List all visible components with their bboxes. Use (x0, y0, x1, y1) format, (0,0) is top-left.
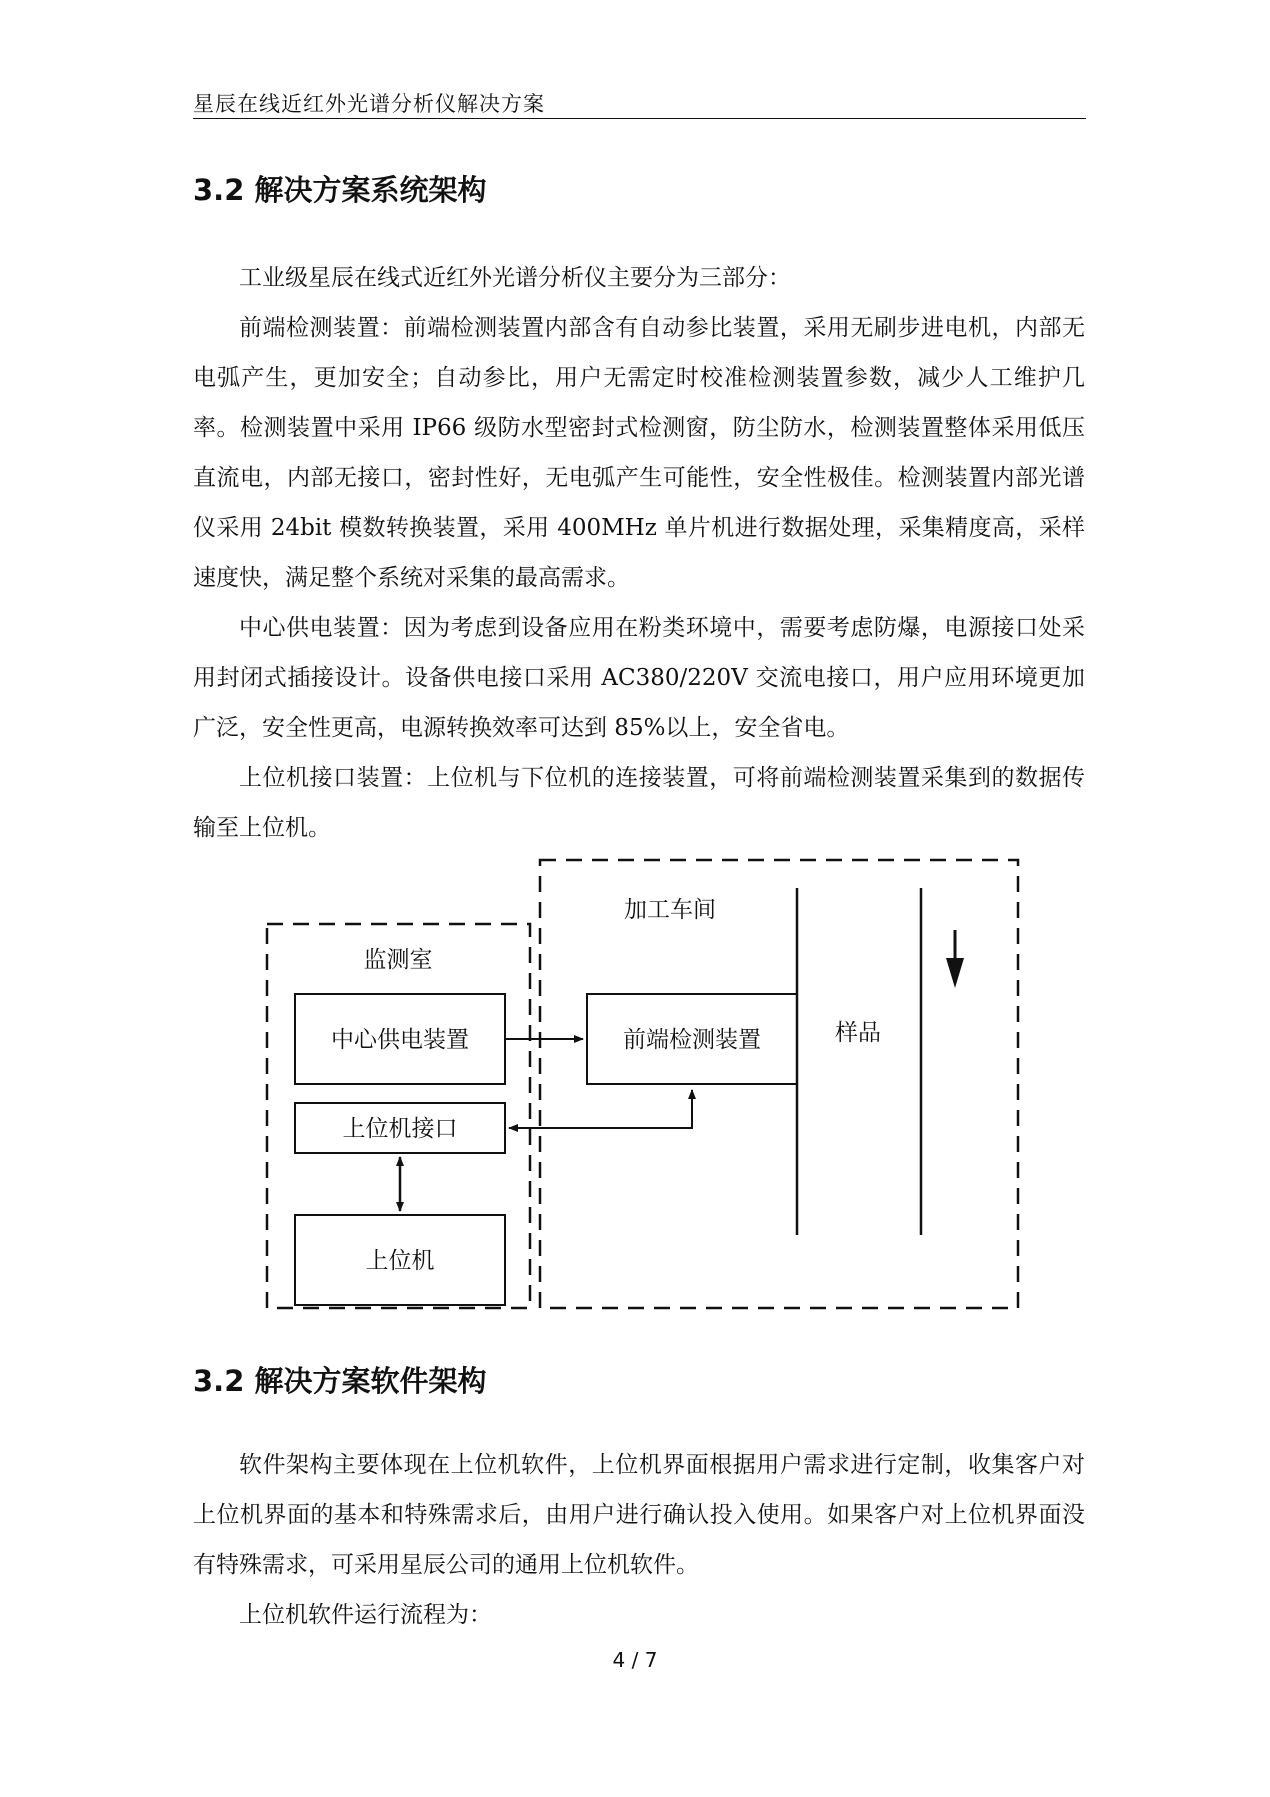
section-heading-software-architecture: 3.2 解决方案软件架构 (193, 1364, 487, 1398)
section2-body (193, 1440, 1085, 1640)
sample-label: 样品 (835, 1020, 881, 1046)
host-label: 上位机 (365, 1248, 435, 1274)
workshop-label: 加工车间 (624, 897, 716, 923)
flow-arrow-head (946, 958, 964, 988)
host-interface-label: 上位机接口 (342, 1116, 458, 1142)
section1-body (193, 253, 1085, 853)
paragraph-frontend: 前端检测装置：前端检测装置内部含有自动参比装置，采用无刷步进电机，内部无电弧产生，更加安全；自动参比，用户无需定时校准检测装置参数，减少人工维护几率。检测装置中采用 IP66 级防水型密封式检测窗，防尘防水，检测装置整体采用低压直流电，内部无接口，密封性好，无电弧产生可能性，安全性极佳。检测装置内部光谱仪采用 24bit 模数转换装置，采用 400MHz 单片机进行数据处理，采集精度高，采样速度快，满足整个系统对采集的最高需求。 (193, 315, 1085, 591)
frontend-unit-label: 前端检测装置 (623, 1027, 761, 1053)
paragraph-flow-intro: 上位机软件运行流程为： (239, 1602, 492, 1628)
paragraph-host-interface: 上位机接口装置：上位机与下位机的连接装置，可将前端检测装置采集到的数据传输至上位机。 (193, 765, 1085, 841)
system-architecture-diagram (255, 850, 1035, 1320)
paragraph-power: 中心供电装置：因为考虑到设备应用在粉类环境中，需要考虑防爆，电源接口处采用封闭式插接设计。设备供电接口采用 AC380/220V 交流电接口，用户应用环境更加广泛，安全性更高，电源转换效率可达到 85%以上，安全省电。 (193, 615, 1085, 741)
page-header-title: 星辰在线近红外光谱分析仪解决方案 (193, 92, 545, 116)
monitor-room-label: 监测室 (363, 947, 433, 973)
paragraph-intro: 工业级星辰在线式近红外光谱分析仪主要分为三部分： (239, 265, 791, 291)
power-unit-label: 中心供电装置 (331, 1027, 469, 1053)
header-divider (193, 118, 1086, 119)
connector-interface-to-frontend (509, 1090, 692, 1128)
page-number: 4 / 7 (612, 1648, 658, 1672)
paragraph-software: 软件架构主要体现在上位机软件，上位机界面根据用户需求进行定制，收集客户对上位机界面的基本和特殊需求后，由用户进行确认投入使用。如果客户对上位机界面没有特殊需求，可采用星辰公司的通用上位机软件。 (193, 1452, 1085, 1578)
section-heading-system-architecture: 3.2 解决方案系统架构 (193, 173, 487, 207)
